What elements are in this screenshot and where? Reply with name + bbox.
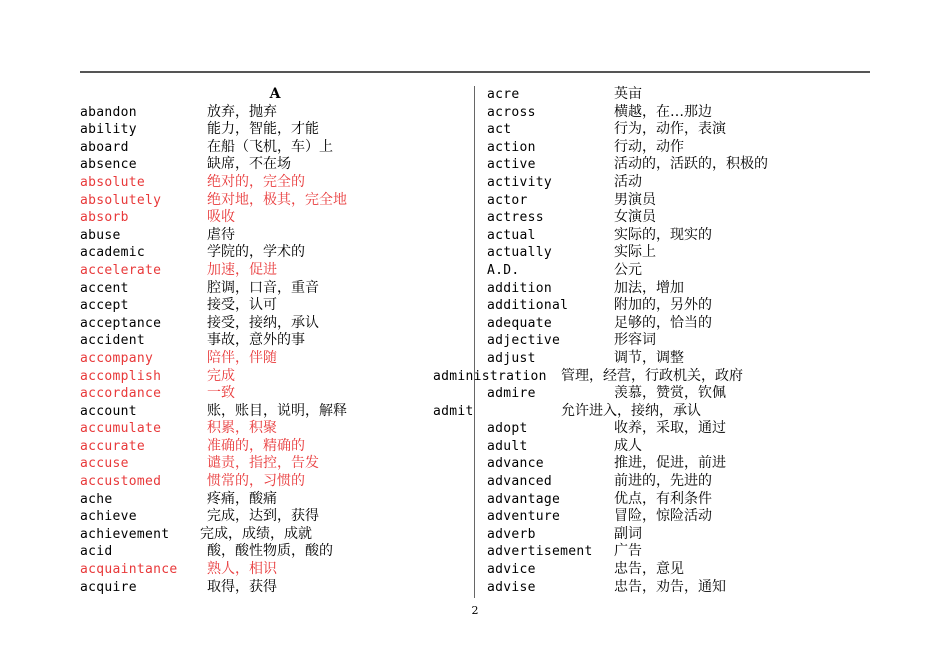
english-word: acceptance: [80, 315, 162, 331]
vocab-entry: [487, 315, 870, 333]
english-word: advice: [487, 562, 536, 578]
vocab-entry: [487, 86, 870, 104]
vocab-entry: [487, 455, 870, 473]
vocab-entry: [80, 455, 465, 473]
vocab-entry: [487, 526, 870, 544]
chinese-meaning: 积累，积聚: [207, 420, 277, 437]
chinese-meaning: 完成: [207, 367, 235, 384]
english-word: accustomed: [80, 474, 162, 490]
english-word: accurate: [80, 438, 146, 454]
english-word: abuse: [80, 227, 121, 243]
vocab-entry: [487, 491, 870, 509]
vocab-entry: [433, 367, 870, 386]
chinese-meaning: 缺席，不在场: [207, 156, 291, 173]
vocab-entry: [487, 227, 870, 245]
left-column: [80, 86, 465, 596]
english-word: absolutely: [80, 192, 162, 208]
vocab-entry: [80, 543, 465, 561]
vocab-entry: [80, 579, 465, 597]
english-word: absolute: [80, 174, 146, 190]
english-word: act: [487, 122, 512, 138]
english-word: acre: [487, 87, 520, 102]
chinese-meaning: 腔调，口音，重音: [207, 279, 319, 296]
english-word: accomplish: [80, 368, 162, 384]
english-word: adverb: [487, 526, 536, 542]
chinese-meaning: 学院的，学术的: [207, 244, 305, 261]
chinese-meaning: 谴责，指控，告发: [207, 455, 319, 472]
vocab-entry: [487, 192, 870, 210]
english-word: actor: [487, 192, 528, 208]
english-word: ability: [80, 122, 137, 138]
vocab-entry: [80, 209, 465, 227]
chinese-meaning: 成人: [614, 437, 642, 454]
vocab-entry: [80, 420, 465, 438]
right-word-list: [433, 86, 870, 596]
chinese-meaning: 账，账目，说明，解释: [207, 402, 347, 419]
chinese-meaning: 忠告，意见: [614, 561, 684, 578]
chinese-meaning: 能力，智能，才能: [207, 121, 319, 138]
vocab-entry: [80, 104, 465, 122]
chinese-meaning: 放弃，抛弃: [207, 103, 277, 120]
chinese-meaning: 加速，促进: [207, 261, 277, 278]
chinese-meaning: 完成，成绩，成就: [200, 525, 312, 542]
chinese-meaning: 在船（飞机，车）上: [207, 138, 333, 155]
vocab-entry: [487, 139, 870, 157]
chinese-meaning: 调节，调整: [614, 349, 684, 366]
chinese-meaning: 公元: [614, 261, 642, 278]
vocab-entry: [487, 473, 870, 491]
vocab-entry: [487, 438, 870, 456]
english-word: accumulate: [80, 421, 162, 437]
english-word: absence: [80, 157, 137, 173]
english-word: across: [487, 104, 536, 120]
chinese-meaning: 羡慕，赞赏，钦佩: [614, 385, 726, 402]
english-word: advanced: [487, 474, 553, 490]
vocab-entry: [80, 297, 465, 315]
chinese-meaning: 接受，认可: [207, 297, 277, 314]
vocab-entry: [80, 156, 465, 174]
english-word: accordance: [80, 386, 162, 402]
chinese-meaning: 绝对的，完全的: [207, 173, 305, 190]
english-word: accompany: [80, 350, 154, 366]
vocab-entry: [433, 402, 870, 421]
english-word: actually: [487, 245, 553, 261]
chinese-meaning: 绝对地，极其，完全地: [207, 191, 347, 208]
vocab-entry: [487, 332, 870, 350]
english-word: achievement: [80, 526, 170, 542]
english-word: adult: [487, 438, 528, 454]
english-word: absorb: [80, 210, 129, 226]
vocab-entry: [80, 227, 465, 245]
chinese-meaning: 冒险，惊险活动: [614, 508, 712, 525]
vocab-entry: [80, 192, 465, 210]
vocab-entry: [80, 561, 465, 579]
english-word: accent: [80, 280, 129, 296]
header-rule: [80, 71, 870, 73]
chinese-meaning: 横越，在…那边: [614, 103, 712, 120]
chinese-meaning: 实际上: [614, 244, 656, 261]
chinese-meaning: 酸，酸性物质，酸的: [207, 543, 333, 560]
english-word: account: [80, 403, 137, 419]
chinese-meaning: 附加的，另外的: [614, 297, 712, 314]
chinese-meaning: 英亩: [614, 86, 642, 102]
vocab-entry: [487, 561, 870, 579]
chinese-meaning: 行动，动作: [614, 138, 684, 155]
chinese-meaning: 管理，经营，行政机关，政府: [561, 367, 743, 384]
vocab-entry: [80, 526, 465, 544]
chinese-meaning: 形容词: [614, 332, 656, 349]
vocab-entry: [80, 262, 465, 280]
vocab-entry: [80, 244, 465, 262]
chinese-meaning: 允许进入，接纳，承认: [561, 402, 701, 419]
vocab-entry: [487, 209, 870, 227]
english-word: admit: [433, 403, 474, 419]
chinese-meaning: 陪伴，伴随: [207, 349, 277, 366]
vocab-entry: [80, 121, 465, 139]
vocab-entry: [80, 368, 465, 386]
chinese-meaning: 男演员: [614, 191, 656, 208]
chinese-meaning: 惯常的，习惯的: [207, 473, 305, 490]
chinese-meaning: 准确的，精确的: [207, 437, 305, 454]
english-word: ache: [80, 491, 113, 507]
chinese-meaning: 前进的，先进的: [614, 473, 712, 490]
vocab-entry: [487, 174, 870, 192]
vocab-entry: [80, 491, 465, 509]
chinese-meaning: 接受，接纳，承认: [207, 314, 319, 331]
english-word: additional: [487, 298, 569, 314]
vocab-entry: [487, 385, 870, 403]
chinese-meaning: 忠告，劝告，通知: [614, 578, 726, 595]
chinese-meaning: 足够的，恰当的: [614, 314, 712, 331]
left-word-list: [80, 104, 465, 597]
english-word: advertisement: [487, 544, 593, 560]
vocab-entry: [80, 315, 465, 333]
english-word: accident: [80, 333, 146, 349]
english-word: advance: [487, 456, 544, 472]
vocab-entry: [487, 508, 870, 526]
chinese-meaning: 实际的，现实的: [614, 226, 712, 243]
english-word: acquire: [80, 579, 137, 595]
english-word: academic: [80, 245, 146, 261]
vocab-entry: [80, 508, 465, 526]
vocab-entry: [80, 174, 465, 192]
vocab-entry: [80, 438, 465, 456]
english-word: actress: [487, 210, 544, 226]
english-word: abandon: [80, 104, 137, 120]
chinese-meaning: 疼痛，酸痛: [207, 490, 277, 507]
chinese-meaning: 活动: [614, 173, 642, 190]
english-word: adequate: [487, 315, 553, 331]
chinese-meaning: 虐待: [207, 226, 235, 243]
english-word: adventure: [487, 509, 561, 525]
chinese-meaning: 熟人，相识: [207, 561, 277, 578]
vocab-entry: [487, 280, 870, 298]
chinese-meaning: 优点，有利条件: [614, 490, 712, 507]
chinese-meaning: 加法，增加: [614, 279, 684, 296]
vocab-entry: [487, 104, 870, 122]
chinese-meaning: 行为，动作，表演: [614, 121, 726, 138]
english-word: addition: [487, 280, 553, 296]
chinese-meaning: 一致: [207, 385, 235, 402]
english-word: advise: [487, 579, 536, 595]
chinese-meaning: 吸收: [207, 209, 235, 226]
english-word: admire: [487, 386, 536, 402]
english-word: advantage: [487, 491, 561, 507]
vocab-entry: [487, 543, 870, 561]
chinese-meaning: 女演员: [614, 209, 656, 226]
vocab-entry: [487, 262, 870, 280]
english-word: aboard: [80, 139, 129, 155]
english-word: A.D.: [487, 262, 520, 278]
vocab-entry: [80, 280, 465, 298]
chinese-meaning: 广告: [614, 543, 642, 560]
section-heading-row: [80, 86, 465, 104]
vocab-entry: [80, 350, 465, 368]
vocab-entry: [487, 156, 870, 174]
vocab-entry: [487, 297, 870, 315]
chinese-meaning: 副词: [614, 525, 642, 542]
vocab-entry: [80, 385, 465, 403]
vocab-entry: [80, 403, 465, 421]
english-word: accept: [80, 298, 129, 314]
chinese-meaning: 收养，采取，通过: [614, 420, 726, 437]
english-word: activity: [487, 174, 553, 190]
english-word: adjective: [487, 333, 561, 349]
section-letter: A: [269, 86, 281, 102]
english-word: accelerate: [80, 262, 162, 278]
chinese-meaning: 完成，达到，获得: [207, 508, 319, 525]
english-word: accuse: [80, 456, 129, 472]
right-column: [433, 86, 870, 596]
english-word: actual: [487, 227, 536, 243]
english-word: achieve: [80, 509, 137, 525]
page-number: 2: [471, 604, 479, 617]
vocab-entry: [487, 579, 870, 597]
chinese-meaning: 事故，意外的事: [207, 332, 305, 349]
vocab-entry: [487, 420, 870, 438]
english-word: action: [487, 139, 536, 155]
english-word: adopt: [487, 421, 528, 437]
vocab-entry: [80, 473, 465, 491]
vocab-entry: [487, 244, 870, 262]
english-word: acquaintance: [80, 562, 178, 578]
vocab-entry: [487, 121, 870, 139]
chinese-meaning: 推进，促进，前进: [614, 455, 726, 472]
english-word: adjust: [487, 350, 536, 366]
vocab-entry: [80, 139, 465, 157]
english-word: administration: [433, 368, 547, 384]
chinese-meaning: 活动的，活跃的，积极的: [614, 156, 768, 173]
english-word: active: [487, 157, 536, 173]
chinese-meaning: 取得，获得: [207, 578, 277, 595]
english-word: acid: [80, 544, 113, 560]
vocab-entry: [487, 350, 870, 368]
vocab-entry: [80, 332, 465, 350]
column-divider: [474, 86, 475, 598]
